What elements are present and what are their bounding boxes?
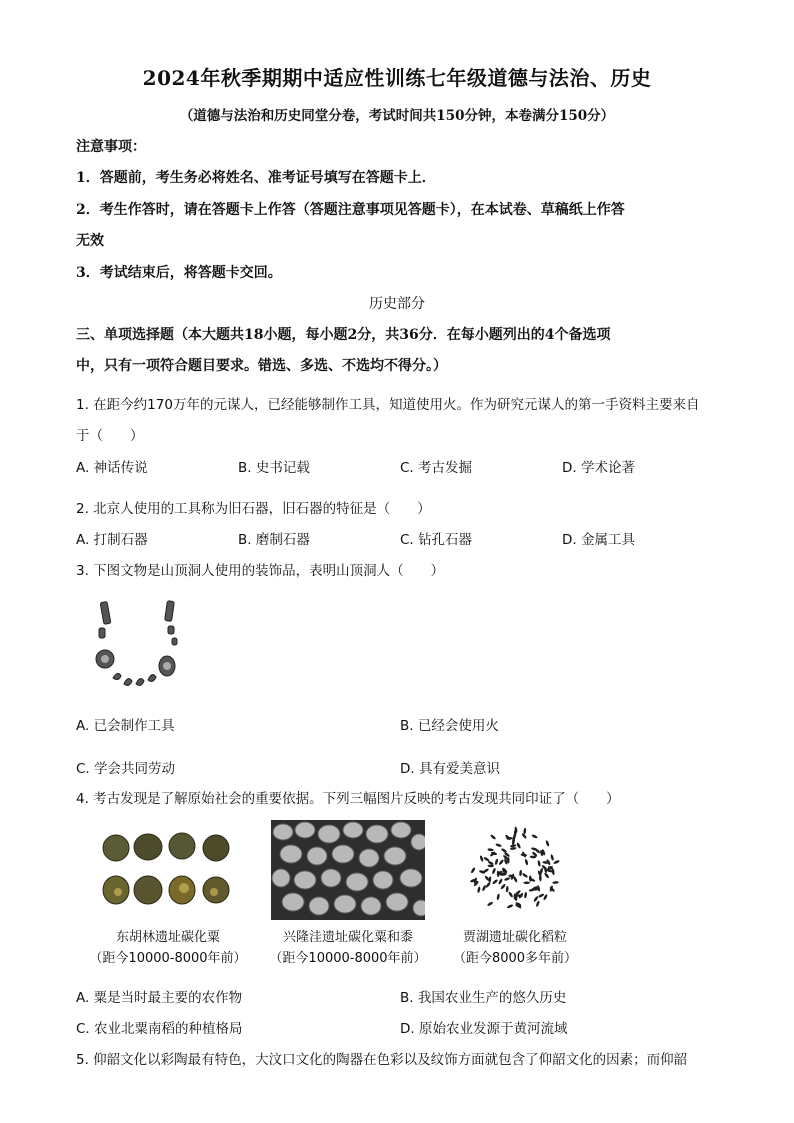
exam-title: 2024年秋季期期中适应性训练七年级道德与法治、历史 — [142, 66, 652, 90]
millet-broomcorn-photo — [271, 820, 425, 920]
section3-header: 三、单项选择题（本大题共18小题，每小题2分，共36分．在每小题列出的4个备选项 — [76, 327, 611, 343]
q3-stem: 3. 下图文物是山顶洞人使用的装饰品，表明山顶洞人（ ） — [76, 563, 445, 579]
q4-stem: 4. 考古发现是了解原始社会的重要依据。下列三幅图片反映的考古发现共同印证了（ ） — [76, 791, 620, 807]
notice-item-1: 1．答题前，考生务必将姓名、准考证号填写在答题卡上． — [76, 170, 436, 186]
notice-heading: 注意事项： — [76, 139, 146, 155]
rice-grain — [524, 882, 530, 885]
q2-option-a: A. 打制石器 — [76, 532, 148, 548]
millet-caption: 东胡林遗址碳化粟 — [115, 930, 220, 945]
q4-option-b: B. 我国农业生产的悠久历史 — [400, 990, 567, 1006]
millet-photo — [98, 828, 238, 918]
q2-option-c: C. 钻孔石器 — [400, 532, 473, 548]
notice-item-2: 2．考生作答时，请在答题卡上作答（答题注意事项见答题卡），在本试卷、草稿纸上作答 — [76, 202, 625, 218]
exam-subtitle: （道德与法治和历史同堂分卷，考试时间共150分钟，本卷满分150分） — [179, 108, 615, 124]
q5-stem: 5. 仰韶文化以彩陶最有特色，大汶口文化的陶器在色彩以及纹饰方面就包含了仰韶文化的因素；而仰韶 — [76, 1052, 688, 1068]
q4-option-d: D. 原始农业发源于黄河流域 — [400, 1021, 568, 1037]
millet-broomcorn-date: （距今10000-8000年前） — [269, 951, 427, 966]
q1-stem-cont: 于（ ） — [76, 428, 144, 444]
q4-option-a: A. 粟是当时最主要的农作物 — [76, 990, 243, 1006]
q4-option-c: C. 农业北粟南稻的种植格局 — [76, 1021, 243, 1037]
q1-option-c: C. 考古发掘 — [400, 460, 473, 476]
ornament-image — [88, 596, 188, 696]
q3-option-b: B. 已经会使用火 — [400, 718, 499, 734]
q1-option-a: A. 神话传说 — [76, 460, 148, 476]
millet-broomcorn-caption: 兴隆洼遗址碳化粟和黍 — [282, 930, 413, 945]
q1-option-b: B. 史书记载 — [238, 460, 310, 476]
q1-option-d: D. 学术论著 — [562, 460, 635, 476]
section3-header-cont: 中，只有一项符合题目要求。错选、多选、不选均不得分。） — [76, 358, 447, 374]
rice-date: （距今8000多年前） — [452, 951, 578, 966]
section-title: 历史部分 — [369, 296, 425, 312]
rice-photo — [460, 820, 570, 920]
notice-item-3: 3．考试结束后，将答题卡交回。 — [76, 265, 282, 281]
q3-option-a: A. 已会制作工具 — [76, 718, 175, 734]
q2-stem: 2. 北京人使用的工具称为旧石器，旧石器的特征是（ ） — [76, 501, 431, 517]
rice-caption: 贾湖遗址碳化稻粒 — [462, 930, 567, 945]
millet-date: （距今10000-8000年前） — [89, 951, 247, 966]
q3-option-d: D. 具有爱美意识 — [400, 761, 500, 777]
q1-stem: 1. 在距今约170万年的元谋人，已经能够制作工具，知道使用火。作为研究元谋人的第一手资料主要来自 — [76, 397, 700, 413]
q2-option-d: D. 金属工具 — [562, 532, 635, 548]
notice-item-2-cont: 无效 — [76, 233, 104, 249]
q3-option-c: C. 学会共同劳动 — [76, 761, 176, 777]
q2-option-b: B. 磨制石器 — [238, 532, 310, 548]
